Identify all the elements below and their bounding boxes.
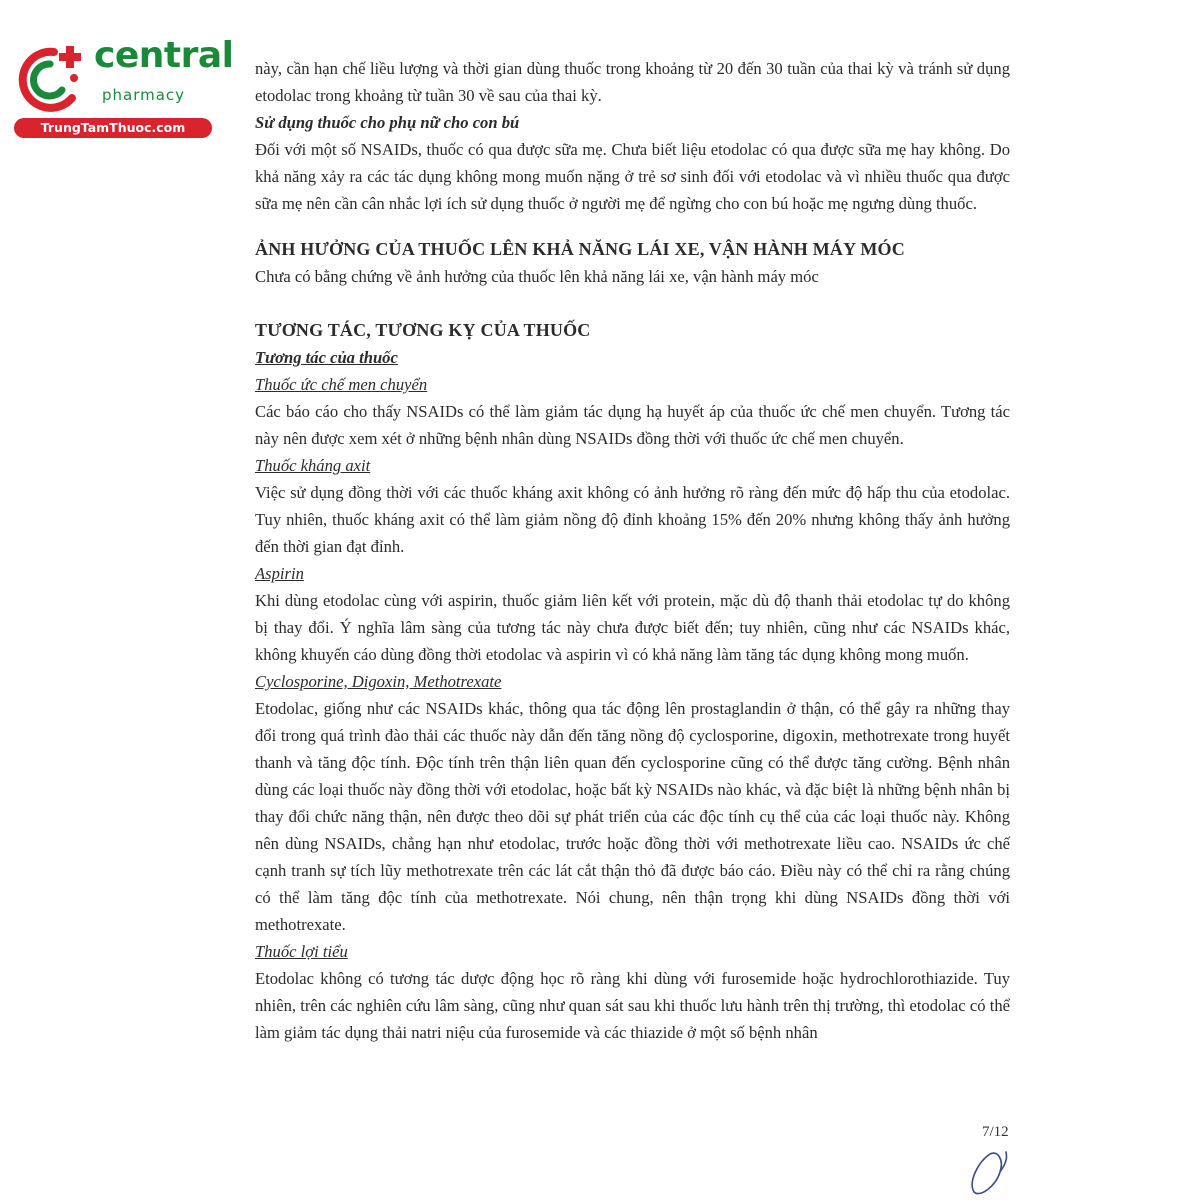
document-body xyxy=(255,55,1010,1046)
section-heading-driving: ẢNH HƯỞNG CỦA THUỐC LÊN KHẢ NĂNG LÁI XE, VẬN HÀNH MÁY MÓC xyxy=(255,239,905,259)
paragraph-ace-inhibitors: Các báo cáo cho thấy NSAIDs có thể làm giảm tác dụng hạ huyết áp của thuốc ức chế men chuyển. Tương tác này nên được xem xét ở những bệnh nhân dùng NSAIDs đồng thời với thuốc ức chế men chuyển. xyxy=(255,402,1010,448)
brand-logo[interactable] xyxy=(10,35,234,138)
heading-aspirin: Aspirin xyxy=(255,564,304,583)
handwritten-initial-icon xyxy=(960,1148,1020,1198)
subheading-breastfeeding: Sử dụng thuốc cho phụ nữ cho con bú xyxy=(255,113,520,132)
heading-ace-inhibitors: Thuốc ức chế men chuyển xyxy=(255,375,428,394)
paragraph-cyclosporine-digoxin-methotrexate: Etodolac, giống như các NSAIDs khác, thông qua tác động lên prostaglandin ở thận, có thể gây ra những thay đổi trong quá trình đào thải các thuốc này dẫn đến tăng nồng độ cyclosporine, digoxin, methotrexate trong huyết thanh và tăng độc tính. Độc tính trên thận liên quan đến cyclosporine cũng có thể được tăng cường. Bệnh nhân dùng các loại thuốc này đồng thời với etodolac, hoặc bất kỳ NSAIDs nào khác, và đặc biệt là những bệnh nhân bị thay đổi chức năng thận, nên được theo dõi sự phát triển của các độc tính cụ thể của các loại thuốc này. Không nên dùng NSAIDs, chẳng hạn như etodolac, trước hoặc đồng thời với methotrexate liều cao. NSAIDs ức chế cạnh tranh sự tích lũy methotrexate trên các lát cắt thận thỏ đã được báo cáo. Điều này có thể chỉ ra rằng chúng có thể làm tăng độc tính của methotrexate. Nói chung, nên thận trọng khi dùng NSAIDs đồng thời với methotrexate. xyxy=(255,699,1010,934)
paragraph-aspirin: Khi dùng etodolac cùng với aspirin, thuốc giảm liên kết với protein, mặc dù độ thanh thải etodolac tự do không bị thay đổi. Ý nghĩa lâm sàng của tương tác này chưa được biết đến; tuy nhiên, cũng như các NSAIDs khác, không khuyến cáo dùng đồng thời etodolac và aspirin vì có khả năng làm tăng tác dụng không mong muốn. xyxy=(255,591,1010,664)
paragraph-driving: Chưa có bằng chứng về ảnh hưởng của thuốc lên khả năng lái xe, vận hành máy móc xyxy=(255,267,819,286)
paragraph-pregnancy-end: này, cần hạn chế liều lượng và thời gian dùng thuốc trong khoảng từ 20 đến 30 tuần của thai kỳ và tránh sử dụng etodolac trong khoảng từ tuần 30 về sau của thai kỳ. xyxy=(255,59,1010,105)
heading-antacids: Thuốc kháng axit xyxy=(255,456,371,475)
heading-cyclosporine-digoxin-methotrexate: Cyclosporine, Digoxin, Methotrexate xyxy=(255,672,502,691)
paragraph-antacids: Việc sử dụng đồng thời với các thuốc kháng axit không có ảnh hưởng rõ ràng đến mức độ hấp thu của etodolac. Tuy nhiên, thuốc kháng axit có thể làm giảm nồng độ đỉnh khoảng 15% đến 20% nhưng không thấy ảnh hưởng đến thời gian đạt đỉnh. xyxy=(255,483,1010,556)
paragraph-breastfeeding: Đối với một số NSAIDs, thuốc có qua được sữa mẹ. Chưa biết liệu etodolac có qua được sữa mẹ hay không. Do khả năng xảy ra các tác dụng không mong muốn nặng ở trẻ sơ sinh đối với etodolac và vì nhiều thuốc qua được sữa mẹ nên cần cân nhắc lợi ích sử dụng thuốc ở người mẹ để ngừng cho con bú hoặc mẹ ngưng dùng thuốc. xyxy=(255,140,1010,213)
brand-name: central xyxy=(94,35,234,76)
subheading-drug-interactions: Tương tác của thuốc xyxy=(255,348,398,367)
page-number: 7/12 xyxy=(982,1124,1009,1140)
central-pharmacy-logo-icon xyxy=(10,42,92,114)
brand-subtitle: pharmacy xyxy=(102,86,186,104)
section-heading-interactions: TƯƠNG TÁC, TƯƠNG KỴ CỦA THUỐC xyxy=(255,320,591,340)
paragraph-diuretics: Etodolac không có tương tác dược động học rõ ràng khi dùng với furosemide hoặc hydrochlorothiazide. Tuy nhiên, trên các nghiên cứu lâm sàng, cũng như quan sát sau khi thuốc lưu hành trên thị trường, thì etodolac có thể làm giảm tác dụng thải natri niệu của furosemide và các thiazide ở một số bệnh nhân xyxy=(255,969,1010,1042)
brand-website-badge[interactable]: TrungTamThuoc.com xyxy=(14,118,212,138)
heading-diuretics: Thuốc lợi tiểu xyxy=(255,942,348,961)
